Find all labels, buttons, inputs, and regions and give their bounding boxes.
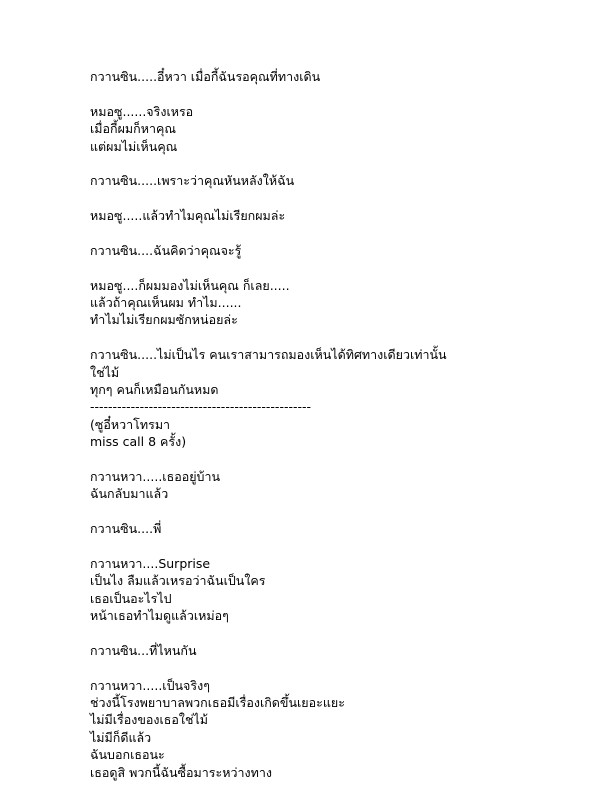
paragraph-gap	[90, 503, 560, 520]
paragraph-gap	[90, 85, 560, 102]
text-line: -------------------------------------------------	[90, 399, 312, 415]
paragraph-gap	[90, 259, 560, 276]
dialogue-paragraph	[90, 207, 560, 224]
text-line: เธอเป็นอะไรไป	[90, 590, 172, 606]
paragraph-gap	[90, 659, 560, 676]
text-line: กวานหวา....Surprise	[90, 555, 211, 571]
paragraph-gap	[90, 190, 560, 207]
text-line: ทุกๆ คนก็เหมือนกันหมด	[90, 382, 219, 398]
text-line: ฉันกลับมาแล้ว	[90, 486, 169, 502]
text-line: เมื่อกี้ผมก็หาคุณ	[90, 121, 176, 137]
dialogue-paragraph	[90, 555, 560, 625]
text-line: ช่วงนี้โรงพยาบาลพวกเธอมีเรื่องเกิดขึ้นเยอะแยะ	[90, 695, 345, 711]
text-line: กวานซิน.....ไม่เป็นไร คนเราสามารถมองเห็นได้ทิศทางเดียวเท่านั้น	[90, 347, 447, 363]
dialogue-paragraph	[90, 172, 560, 189]
text-line: กวานซิน.....อี๋หวา เมื่อกี้ฉันรอคุณที่ทางเดิน	[90, 69, 321, 84]
paragraph-gap	[90, 329, 560, 346]
dialogue-paragraph	[90, 520, 560, 537]
text-line: กวานหวา.....เธออยู่บ้าน	[90, 468, 221, 484]
text-line: กวานซิน....พี่	[90, 521, 162, 537]
text-line: กวานซิน...ที่ไหนกัน	[90, 642, 197, 658]
text-line: หมอซู....ก็ผมมองไม่เห็นคุณ ก็เลย.....	[90, 277, 290, 293]
text-line: ไม่มีเรื่องของเธอใช่ไม้	[90, 712, 209, 728]
text-line: หน้าเธอทำไมดูแล้วเหม่อๆ	[90, 608, 229, 624]
paragraph-gap	[90, 451, 560, 468]
text-line: กวานหวา.....เป็นจริงๆ	[90, 677, 210, 693]
text-line: ไม่มีก็ดีแล้ว	[90, 729, 152, 745]
dialogue-paragraph	[90, 468, 560, 503]
dialogue-paragraph	[90, 642, 560, 659]
text-line: ใช่ไม้	[90, 364, 120, 380]
paragraph-gap	[90, 225, 560, 242]
text-line: เป็นไง ลืมแล้วเหรอว่าฉันเป็นใคร	[90, 573, 266, 589]
dialogue-paragraph	[90, 103, 560, 155]
dialogue-paragraph	[90, 677, 560, 781]
text-line: (ซูอี๋หวาโทรมา	[90, 416, 171, 432]
dialogue-paragraph	[90, 277, 560, 329]
dialogue-paragraph	[90, 242, 560, 259]
text-line: ทำไมไม่เรียกผมซักหน่อยล่ะ	[90, 312, 238, 328]
text-line: แล้วถ้าคุณเห็นผม ทำไม......	[90, 295, 242, 311]
text-line: เธอดูสิ พวกนี้ฉันซื้อมาระหว่างทาง	[90, 764, 272, 780]
text-line: แต่ผมไม่เห็นคุณ	[90, 138, 178, 154]
text-line: miss call 8 ครั้ง)	[90, 434, 187, 450]
paragraph-gap	[90, 155, 560, 172]
paragraph-gap	[90, 625, 560, 642]
document-body	[90, 68, 560, 781]
paragraph-gap	[90, 538, 560, 555]
text-line: หมอซู.....แล้วทำไมคุณไม่เรียกผมล่ะ	[90, 208, 286, 224]
text-line: หมอซู......จริงเหรอ	[90, 103, 194, 119]
text-line: กวานซิน....ฉันคิดว่าคุณจะรู้	[90, 242, 242, 258]
dialogue-paragraph	[90, 68, 560, 85]
text-line: ฉันบอกเธอนะ	[90, 747, 165, 763]
text-line: กวานซิน.....เพราะว่าคุณหันหลังให้ฉัน	[90, 173, 295, 189]
dialogue-paragraph	[90, 346, 560, 450]
